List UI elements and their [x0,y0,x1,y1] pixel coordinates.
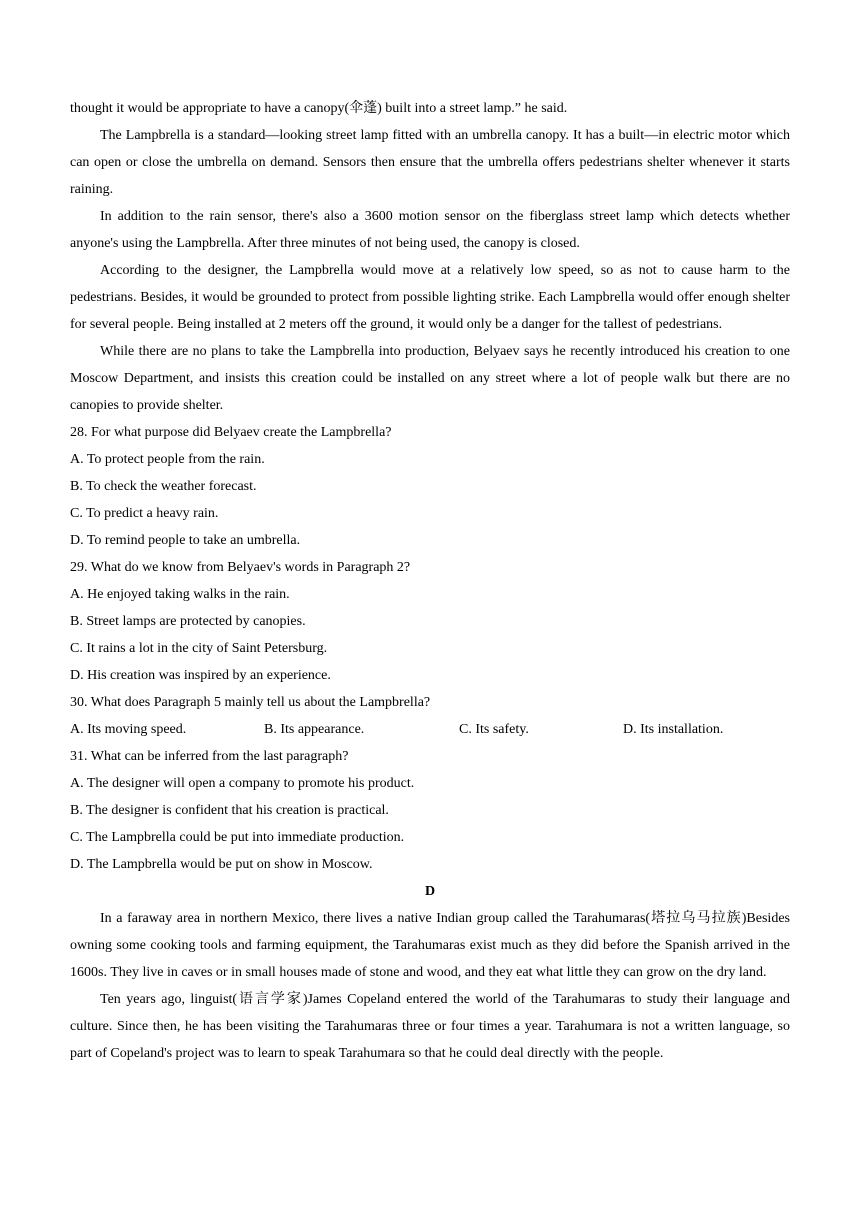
option-c: C. It rains a lot in the city of Saint Petersburg. [70,641,328,656]
passage-c-paragraph-2: The Lampbrella is a standard—looking street lamp fitted with an umbrella canopy. It has a built—in electric motor which can open or close the umbrella on demand. Sensors then ensure that the umbrella offers pedestrians shelter whenever it starts raining. [70,128,790,197]
question-31 [70,743,790,878]
option-c: C. To predict a heavy rain. [70,506,219,521]
passage-c-paragraph-4: According to the designer, the Lampbrella would move at a relatively low speed, so as not to cause harm to the pedestrians. Besides, it would be grounded to protect from possible lighting strike. Each Lampbrella would offer enough shelter for several people. Being installed at 2 meters off the ground, it would only be a danger for the tallest of pedestrians. [70,263,790,332]
option-d: D. To remind people to take an umbrella. [70,533,301,548]
option-d: D. His creation was inspired by an experience. [70,668,331,683]
option-b: B. The designer is confident that his creation is practical. [70,803,389,818]
passage-d-paragraph-2: Ten years ago, linguist(语言学家)James Copeland entered the world of the Tarahumaras to study their language and culture. Since then, he has been visiting the Tarahumaras three or four times a year. Tarahumara is not a written language, so part of Copeland's project was to learn to speak Tarahumara so that he could deal directly with the people. [70,992,790,1061]
passage-c-paragraph-1: thought it would be appropriate to have a canopy(伞蓬) built into a street lamp.” he said. [70,101,568,116]
passage-d-paragraph-1: In a faraway area in northern Mexico, there lives a native Indian group called the Tarahumaras(塔拉乌马拉族)Besides owning some cooking tools and farming equipment, the Tarahumaras exist much as they did before the Spanish arrived in the 1600s. They live in caves or in small houses made of stone and wood, and they eat what little they can grow on the dry land. [70,911,790,980]
question-30 [70,689,790,743]
document-page [70,95,790,1067]
question-stem: 30. What does Paragraph 5 mainly tell us about the Lampbrella? [70,695,431,710]
option-d: D. The Lampbrella would be put on show in Moscow. [70,857,373,872]
option-a: A. The designer will open a company to promote his product. [70,776,415,791]
passage-d-heading: D [424,884,436,899]
option-b: B. Its appearance. [264,722,365,737]
option-a: A. Its moving speed. [70,722,187,737]
option-c: C. Its safety. [459,722,529,737]
option-d: D. Its installation. [623,722,724,737]
option-c: C. The Lampbrella could be put into immediate production. [70,830,405,845]
option-a: A. To protect people from the rain. [70,452,265,467]
passage-c-paragraph-3: In addition to the rain sensor, there's also a 3600 motion sensor on the fiberglass street lamp which detects whether anyone's using the Lampbrella. After three minutes of not being used, the canopy is closed. [70,209,790,251]
options-row [70,716,790,743]
question-29 [70,554,790,689]
option-a: A. He enjoyed taking walks in the rain. [70,587,290,602]
passage-c-paragraph-5: While there are no plans to take the Lampbrella into production, Belyaev says he recently introduced his creation to one Moscow Department, and insists this creation could be installed on any street where a lot of people walk but there are no canopies to provide shelter. [70,344,790,413]
question-stem: 29. What do we know from Belyaev's words in Paragraph 2? [70,560,411,575]
question-stem: 31. What can be inferred from the last paragraph? [70,749,349,764]
question-28 [70,419,790,554]
option-b: B. To check the weather forecast. [70,479,257,494]
question-stem: 28. For what purpose did Belyaev create the Lampbrella? [70,425,392,440]
option-b: B. Street lamps are protected by canopies. [70,614,306,629]
